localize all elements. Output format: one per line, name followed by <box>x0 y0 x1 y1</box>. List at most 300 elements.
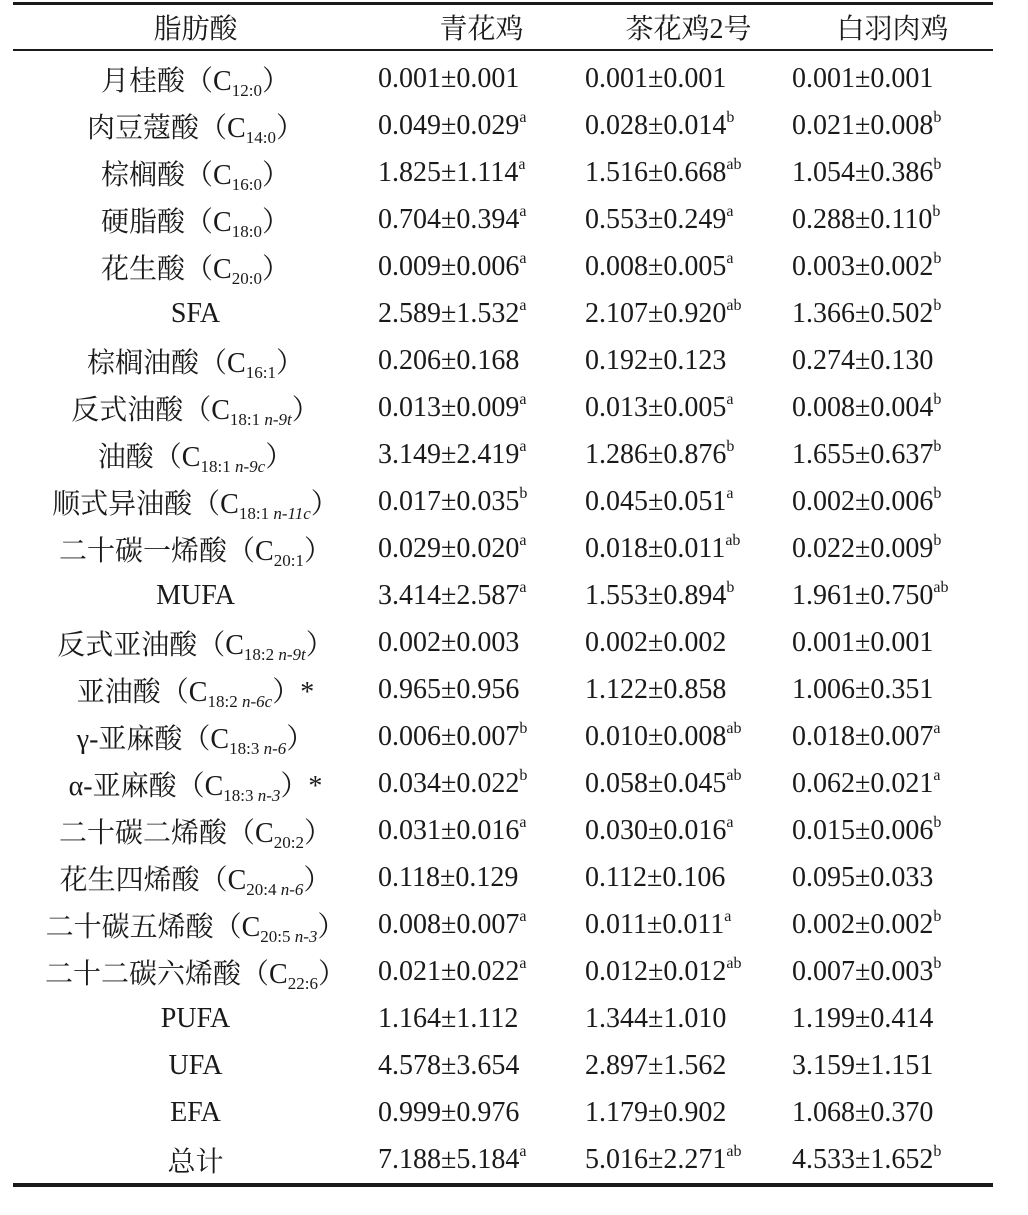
value-cell <box>792 384 993 431</box>
value-cell <box>378 384 585 431</box>
carbon-notation <box>229 739 286 758</box>
value-cell <box>792 666 993 713</box>
mean-sd-value: 0.045±0.051 <box>585 485 727 517</box>
value-cell <box>585 807 792 854</box>
carbon-count: 18:2 <box>207 691 242 711</box>
mean-sd-value: 0.013±0.005 <box>585 391 727 423</box>
fatty-acid-name <box>13 619 378 666</box>
carbon-notation <box>200 457 265 476</box>
value-cell <box>378 948 585 995</box>
mean-sd-value: 2.107±0.920 <box>585 297 727 329</box>
significance-letter: a <box>726 390 734 408</box>
significance-letter: a <box>519 813 527 831</box>
value-cell <box>585 1089 792 1136</box>
fatty-acid-name <box>13 713 378 760</box>
carbon-count: 12:0 <box>231 80 262 100</box>
value-cell <box>378 102 585 149</box>
value-cell <box>378 149 585 196</box>
value-cell <box>792 102 993 149</box>
table-row <box>13 243 993 290</box>
carbon-count: 22:6 <box>287 973 318 993</box>
value-cell <box>585 1136 792 1183</box>
fatty-acid-name <box>13 337 378 384</box>
carbon-count: 18:1 <box>238 503 274 523</box>
significance-letter: a <box>726 249 734 267</box>
value-cell <box>792 431 993 478</box>
fatty-acid-label: 反式亚油酸（C <box>57 629 244 661</box>
fatty-acid-label: 二十碳二烯酸（C <box>59 817 274 849</box>
value-cell <box>378 854 585 901</box>
significance-letter: b <box>726 437 735 455</box>
value-cell <box>792 243 993 290</box>
carbon-count: 20:5 <box>260 926 295 946</box>
mean-sd-value: 1.553±0.894 <box>585 579 727 611</box>
essential-marker: * <box>300 676 315 708</box>
value-cell <box>378 196 585 243</box>
fatty-acid-name <box>13 196 378 243</box>
mean-sd-value: 1.825±1.114 <box>378 156 519 188</box>
fatty-acid-label: SFA <box>170 297 221 329</box>
carbon-count: 18:1 <box>229 409 265 429</box>
closing-paren: ） <box>265 441 294 473</box>
carbon-notation <box>239 504 311 523</box>
significance-letter: a <box>519 202 527 220</box>
carbon-count: 14:0 <box>245 127 276 147</box>
mean-sd-value: 1.961±0.750 <box>792 579 934 611</box>
fatty-acid-label: 油酸（C <box>97 441 201 473</box>
fatty-acid-name <box>13 51 378 102</box>
value-cell <box>378 666 585 713</box>
mean-sd-value: 1.164±1.112 <box>378 1002 519 1034</box>
omega-position: n-9c <box>234 456 266 476</box>
significance-letter: a <box>519 390 527 408</box>
significance-letter: a <box>519 296 527 314</box>
table-row <box>13 337 993 384</box>
value-cell <box>792 478 993 525</box>
table-row <box>13 1136 993 1183</box>
carbon-count: 18:3 <box>223 785 258 805</box>
table-row <box>13 431 993 478</box>
mean-sd-value: 1.006±0.351 <box>792 673 934 705</box>
mean-sd-value: 0.001±0.001 <box>378 62 520 94</box>
mean-sd-value: 0.012±0.012 <box>585 955 727 987</box>
significance-letter: b <box>933 249 942 267</box>
closing-paren: ） <box>261 65 290 97</box>
value-cell <box>585 196 792 243</box>
value-cell <box>792 572 993 619</box>
mean-sd-value: 1.344±1.010 <box>585 1002 727 1034</box>
mean-sd-value: 0.001±0.001 <box>792 626 934 658</box>
omega-position: n-9t <box>278 644 306 664</box>
significance-letter: b <box>519 766 528 784</box>
mean-sd-value: 0.274±0.130 <box>792 344 934 376</box>
value-cell <box>585 243 792 290</box>
significance-letter: b <box>933 390 942 408</box>
carbon-notation <box>274 551 304 570</box>
mean-sd-value: 0.002±0.002 <box>792 908 934 940</box>
significance-letter: b <box>933 954 942 972</box>
mean-sd-value: 0.002±0.002 <box>585 626 727 658</box>
mean-sd-value: 0.006±0.007 <box>378 720 520 752</box>
fatty-acid-label: 花生酸（C <box>101 253 232 285</box>
carbon-count: 18:1 <box>200 456 235 476</box>
fatty-acid-label: MUFA <box>156 579 235 611</box>
mean-sd-value: 5.016±2.271 <box>585 1143 727 1175</box>
value-cell <box>585 713 792 760</box>
omega-position: n-11c <box>273 503 311 523</box>
fatty-acid-name <box>13 807 378 854</box>
significance-letter: a <box>519 954 527 972</box>
essential-marker: * <box>308 770 323 802</box>
table-row <box>13 290 993 337</box>
significance-letter: ab <box>726 155 742 173</box>
mean-sd-value: 1.122±0.858 <box>585 673 727 705</box>
mean-sd-value: 0.010±0.008 <box>585 720 727 752</box>
mean-sd-value: 0.015±0.006 <box>792 814 934 846</box>
significance-letter: ab <box>726 1142 742 1160</box>
value-cell <box>585 290 792 337</box>
mean-sd-value: 0.013±0.009 <box>378 391 520 423</box>
significance-letter: a <box>726 202 734 220</box>
fatty-acid-table-container <box>13 0 993 1187</box>
value-cell <box>378 337 585 384</box>
fatty-acid-name <box>13 666 378 713</box>
significance-letter: b <box>519 484 528 502</box>
mean-sd-value: 0.030±0.016 <box>585 814 727 846</box>
fatty-acid-label: 花生四烯酸（C <box>59 864 247 896</box>
carbon-notation <box>207 692 272 711</box>
fatty-acid-label: 二十碳五烯酸（C <box>45 911 261 943</box>
table-row <box>13 666 993 713</box>
significance-letter: b <box>519 719 528 737</box>
fatty-acid-name <box>13 525 378 572</box>
omega-position: n-3 <box>294 926 318 946</box>
mean-sd-value: 0.031±0.016 <box>378 814 520 846</box>
value-cell <box>792 1042 993 1089</box>
mean-sd-value: 0.008±0.007 <box>378 908 520 940</box>
mean-sd-value: 1.516±0.668 <box>585 156 727 188</box>
mean-sd-value: 7.188±5.184 <box>378 1143 520 1175</box>
table-row <box>13 619 993 666</box>
mean-sd-value: 0.022±0.009 <box>792 532 934 564</box>
fatty-acid-name <box>13 948 378 995</box>
significance-letter: a <box>519 578 527 596</box>
value-cell <box>585 995 792 1042</box>
carbon-count: 18:0 <box>231 221 262 241</box>
omega-position: n-3 <box>257 785 281 805</box>
mean-sd-value: 3.159±1.151 <box>792 1049 934 1081</box>
significance-letter: a <box>519 108 527 126</box>
mean-sd-value: 0.112±0.106 <box>585 861 726 893</box>
fatty-acid-table-body <box>13 51 993 1183</box>
fatty-acid-label: 二十二碳六烯酸（C <box>45 958 288 990</box>
mean-sd-value: 0.008±0.004 <box>792 391 934 423</box>
value-cell <box>585 901 792 948</box>
value-cell <box>378 478 585 525</box>
mean-sd-value: 1.655±0.637 <box>792 438 934 470</box>
significance-letter: ab <box>933 578 949 596</box>
significance-letter: a <box>726 484 734 502</box>
fatty-acid-name <box>13 760 378 807</box>
significance-letter: a <box>724 907 732 925</box>
mean-sd-value: 1.068±0.370 <box>792 1096 934 1128</box>
fatty-acid-name <box>13 102 378 149</box>
mean-sd-value: 0.001±0.001 <box>792 62 934 94</box>
fatty-acid-table <box>13 5 993 49</box>
value-cell <box>792 290 993 337</box>
value-cell <box>378 290 585 337</box>
table-row <box>13 1089 993 1136</box>
table-row <box>13 948 993 995</box>
mean-sd-value: 0.704±0.394 <box>378 203 520 235</box>
closing-paren: ） <box>317 958 346 990</box>
fatty-acid-name <box>13 384 378 431</box>
significance-letter: a <box>933 719 941 737</box>
fatty-acid-name <box>13 901 378 948</box>
significance-letter: b <box>933 907 942 925</box>
closing-paren: ） <box>275 347 304 379</box>
value-cell <box>585 337 792 384</box>
omega-position: n-9t <box>264 409 292 429</box>
table-row <box>13 196 993 243</box>
header-fatty-acid: 脂肪酸 <box>153 14 238 45</box>
table-row <box>13 478 993 525</box>
table-row <box>13 995 993 1042</box>
fatty-acid-label: 顺式异油酸（C <box>52 488 239 520</box>
carbon-count: 16:1 <box>245 362 276 382</box>
closing-paren: ） <box>261 206 290 238</box>
fatty-acid-label: 总计 <box>167 1146 224 1178</box>
carbon-count: 20:1 <box>273 550 304 570</box>
value-cell <box>585 948 792 995</box>
closing-paren: ） <box>272 676 301 708</box>
closing-paren: ） <box>275 112 304 144</box>
value-cell <box>585 525 792 572</box>
value-cell <box>792 337 993 384</box>
value-cell <box>378 995 585 1042</box>
carbon-count: 20:2 <box>273 832 304 852</box>
significance-letter: a <box>933 766 941 784</box>
carbon-notation <box>246 128 276 147</box>
value-cell <box>792 1136 993 1183</box>
closing-paren: ） <box>317 911 346 943</box>
mean-sd-value: 1.366±0.502 <box>792 297 934 329</box>
mean-sd-value: 0.009±0.006 <box>378 250 520 282</box>
value-cell <box>792 51 993 102</box>
table-row <box>13 149 993 196</box>
mean-sd-value: 0.192±0.123 <box>585 344 727 376</box>
significance-letter: a <box>519 907 527 925</box>
table-row <box>13 713 993 760</box>
value-cell <box>585 572 792 619</box>
mean-sd-value: 1.286±0.876 <box>585 438 727 470</box>
mean-sd-value: 4.533±1.652 <box>792 1143 934 1175</box>
fatty-acid-name <box>13 995 378 1042</box>
fatty-acid-label: 肉豆蔻酸（C <box>87 112 246 144</box>
significance-letter: a <box>519 1142 527 1160</box>
mean-sd-value: 0.206±0.168 <box>378 344 520 376</box>
value-cell <box>378 1089 585 1136</box>
fatty-acid-label: 月桂酸（C <box>101 65 232 97</box>
mean-sd-value: 0.029±0.020 <box>378 532 520 564</box>
fatty-acid-label: UFA <box>168 1049 223 1081</box>
value-cell <box>378 1042 585 1089</box>
carbon-notation <box>260 927 317 946</box>
mean-sd-value: 1.054±0.386 <box>792 156 934 188</box>
mean-sd-value: 0.011±0.011 <box>585 908 725 940</box>
value-cell <box>378 51 585 102</box>
table-row <box>13 525 993 572</box>
mean-sd-value: 0.288±0.110 <box>792 203 933 235</box>
closing-paren: ） <box>310 488 339 520</box>
value-cell <box>585 1042 792 1089</box>
significance-letter: ab <box>726 296 742 314</box>
fatty-acid-name <box>13 572 378 619</box>
significance-letter: ab <box>725 531 741 549</box>
value-cell <box>792 854 993 901</box>
value-cell <box>378 760 585 807</box>
closing-paren: ） <box>280 770 309 802</box>
significance-letter: ab <box>726 954 742 972</box>
carbon-count: 16:0 <box>231 174 262 194</box>
mean-sd-value: 2.897±1.562 <box>585 1049 727 1081</box>
carbon-notation <box>246 363 276 382</box>
significance-letter: b <box>933 484 942 502</box>
significance-letter: b <box>726 578 735 596</box>
value-cell <box>585 760 792 807</box>
value-cell <box>792 619 993 666</box>
significance-letter: a <box>726 813 734 831</box>
mean-sd-value: 0.553±0.249 <box>585 203 727 235</box>
value-cell <box>378 525 585 572</box>
fatty-acid-name <box>13 431 378 478</box>
carbon-notation <box>274 833 304 852</box>
value-cell <box>378 807 585 854</box>
closing-paren: ） <box>286 723 315 755</box>
table-row <box>13 572 993 619</box>
mean-sd-value: 0.034±0.022 <box>378 767 520 799</box>
significance-letter: a <box>519 437 527 455</box>
mean-sd-value: 0.018±0.011 <box>585 532 726 564</box>
fatty-acid-label: PUFA <box>160 1002 231 1034</box>
value-cell <box>378 713 585 760</box>
mean-sd-value: 0.008±0.005 <box>585 250 727 282</box>
significance-letter: b <box>933 531 942 549</box>
value-cell <box>585 149 792 196</box>
value-cell <box>585 854 792 901</box>
carbon-count: 20:0 <box>231 268 262 288</box>
value-cell <box>378 572 585 619</box>
value-cell <box>792 948 993 995</box>
closing-paren: ） <box>261 253 290 285</box>
table-row <box>13 102 993 149</box>
fatty-acid-name <box>13 243 378 290</box>
fatty-acid-name <box>13 290 378 337</box>
mean-sd-value: 0.999±0.976 <box>378 1096 520 1128</box>
fatty-acid-name <box>13 149 378 196</box>
value-cell <box>378 1136 585 1183</box>
value-cell <box>378 619 585 666</box>
mean-sd-value: 0.049±0.029 <box>378 109 520 141</box>
value-cell <box>585 666 792 713</box>
mean-sd-value: 3.414±2.587 <box>378 579 520 611</box>
mean-sd-value: 2.589±1.532 <box>378 297 520 329</box>
fatty-acid-label: 二十碳一烯酸（C <box>59 535 274 567</box>
closing-paren: ） <box>261 159 290 191</box>
carbon-notation <box>288 974 318 993</box>
value-cell <box>378 431 585 478</box>
value-cell <box>585 478 792 525</box>
carbon-count: 18:3 <box>229 738 264 758</box>
omega-position: n-6 <box>263 738 287 758</box>
mean-sd-value: 1.199±0.414 <box>792 1002 934 1034</box>
fatty-acid-label: EFA <box>170 1096 221 1128</box>
significance-letter: a <box>519 249 527 267</box>
value-cell <box>378 243 585 290</box>
value-cell <box>792 760 993 807</box>
significance-letter: a <box>519 531 527 549</box>
mean-sd-value: 0.001±0.001 <box>585 62 727 94</box>
mean-sd-value: 0.028±0.014 <box>585 109 727 141</box>
value-cell <box>792 196 993 243</box>
fatty-acid-name <box>13 1089 378 1136</box>
table-bottom-rule <box>13 1183 993 1187</box>
carbon-count: 20:4 <box>246 879 281 899</box>
fatty-acid-name <box>13 478 378 525</box>
header-white-feather-broiler: 白羽肉鸡 <box>836 14 949 45</box>
carbon-notation <box>232 175 262 194</box>
mean-sd-value: 0.118±0.129 <box>378 861 519 893</box>
carbon-notation <box>232 269 262 288</box>
header-qinghua-chicken: 青花鸡 <box>439 14 524 45</box>
mean-sd-value: 0.021±0.008 <box>792 109 934 141</box>
value-cell <box>792 713 993 760</box>
carbon-notation <box>246 880 303 899</box>
mean-sd-value: 0.058±0.045 <box>585 767 727 799</box>
mean-sd-value: 3.149±2.419 <box>378 438 520 470</box>
fatty-acid-name <box>13 1042 378 1089</box>
mean-sd-value: 0.002±0.006 <box>792 485 934 517</box>
table-row <box>13 901 993 948</box>
table-row <box>13 807 993 854</box>
value-cell <box>585 384 792 431</box>
fatty-acid-label: 棕榈酸（C <box>101 159 232 191</box>
carbon-notation <box>244 645 306 664</box>
fatty-acid-label: 亚油酸（C <box>76 676 208 708</box>
carbon-notation <box>230 410 292 429</box>
omega-position: n-6 <box>280 879 304 899</box>
significance-letter: b <box>933 296 942 314</box>
significance-letter: b <box>726 108 735 126</box>
carbon-notation <box>232 81 262 100</box>
fatty-acid-label: γ-亚麻酸（C <box>76 723 230 755</box>
mean-sd-value: 0.062±0.021 <box>792 767 934 799</box>
value-cell <box>792 995 993 1042</box>
significance-letter: b <box>933 155 942 173</box>
fatty-acid-label: α-亚麻酸（C <box>68 770 224 802</box>
significance-letter: b <box>932 202 941 220</box>
carbon-count: 18:2 <box>243 644 279 664</box>
header-row <box>13 5 993 49</box>
mean-sd-value: 0.965±0.956 <box>378 673 520 705</box>
omega-position: n-6c <box>241 691 273 711</box>
mean-sd-value: 0.095±0.033 <box>792 861 934 893</box>
carbon-notation <box>232 222 262 241</box>
mean-sd-value: 0.021±0.022 <box>378 955 520 987</box>
mean-sd-value: 0.003±0.002 <box>792 250 934 282</box>
significance-letter: ab <box>726 719 742 737</box>
mean-sd-value: 0.002±0.003 <box>378 626 520 658</box>
